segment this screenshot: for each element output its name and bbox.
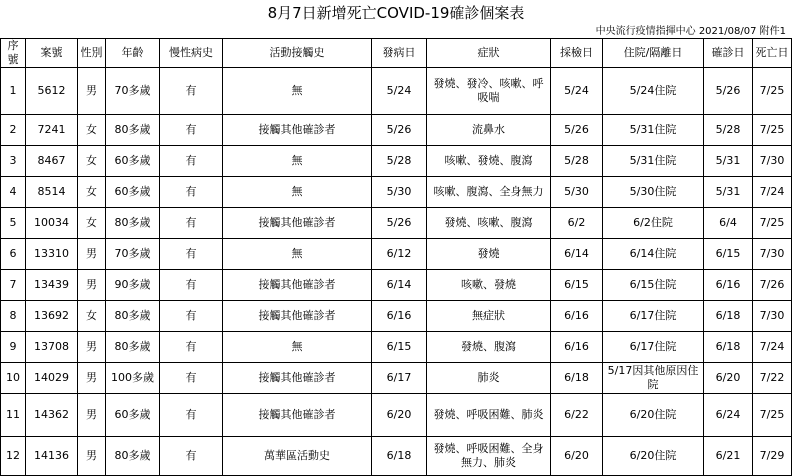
- cell-chronic: 有: [160, 115, 223, 146]
- cell-onset: 6/15: [372, 332, 427, 363]
- cell-chronic: 有: [160, 394, 223, 437]
- cell-chronic: 有: [160, 301, 223, 332]
- cell-death: 7/22: [753, 363, 792, 394]
- cell-case: 5612: [26, 68, 78, 115]
- cell-sample: 6/16: [551, 301, 603, 332]
- table-row: [1, 177, 792, 208]
- cell-symptoms: 流鼻水: [427, 115, 551, 146]
- cases-table: [0, 38, 792, 476]
- cell-symptoms: 發燒: [427, 239, 551, 270]
- cell-symptoms: 咳嗽、腹瀉、全身無力: [427, 177, 551, 208]
- cell-hospital: 6/20住院: [603, 394, 704, 437]
- cell-contact: 接觸其他確診者: [223, 363, 372, 394]
- cell-hospital: 5/31住院: [603, 115, 704, 146]
- cell-onset: 6/16: [372, 301, 427, 332]
- col-header-chronic: 慢性病史: [160, 39, 223, 68]
- cell-chronic: 有: [160, 146, 223, 177]
- cell-sex: 男: [78, 270, 106, 301]
- cell-sex: 女: [78, 115, 106, 146]
- cell-onset: 6/17: [372, 363, 427, 394]
- cell-age: 80多歲: [106, 115, 160, 146]
- cell-sample: 5/24: [551, 68, 603, 115]
- cell-age: 60多歲: [106, 177, 160, 208]
- cell-no: 12: [1, 437, 26, 476]
- cell-symptoms: 肺炎: [427, 363, 551, 394]
- cell-sex: 男: [78, 363, 106, 394]
- cell-sample: 5/26: [551, 115, 603, 146]
- col-header-sample: 採檢日: [551, 39, 603, 68]
- cell-no: 8: [1, 301, 26, 332]
- cell-contact: 接觸其他確診者: [223, 208, 372, 239]
- cell-onset: 6/14: [372, 270, 427, 301]
- cell-death: 7/29: [753, 437, 792, 476]
- cell-confirmed: 6/21: [704, 437, 753, 476]
- cell-contact: 無: [223, 332, 372, 363]
- cell-case: 14136: [26, 437, 78, 476]
- col-header-hospital: 住院/隔離日: [603, 39, 704, 68]
- cell-symptoms: 發燒、發冷、咳嗽、呼吸喘: [427, 68, 551, 115]
- cell-sample: 5/30: [551, 177, 603, 208]
- cell-no: 10: [1, 363, 26, 394]
- cell-symptoms: 咳嗽、發燒: [427, 270, 551, 301]
- cell-onset: 6/18: [372, 437, 427, 476]
- cell-hospital: 5/24住院: [603, 68, 704, 115]
- cell-symptoms: 發燒、腹瀉: [427, 332, 551, 363]
- cell-sex: 男: [78, 239, 106, 270]
- cell-no: 1: [1, 68, 26, 115]
- cell-death: 7/25: [753, 68, 792, 115]
- cell-death: 7/30: [753, 239, 792, 270]
- col-header-case: 案號: [26, 39, 78, 68]
- cell-hospital: 6/17住院: [603, 301, 704, 332]
- cell-hospital: 5/30住院: [603, 177, 704, 208]
- cell-death: 7/24: [753, 332, 792, 363]
- cell-no: 7: [1, 270, 26, 301]
- table-row: [1, 115, 792, 146]
- cell-hospital: 6/15住院: [603, 270, 704, 301]
- cell-case: 13310: [26, 239, 78, 270]
- cell-hospital: 5/31住院: [603, 146, 704, 177]
- cell-onset: 5/28: [372, 146, 427, 177]
- cell-confirmed: 6/20: [704, 363, 753, 394]
- cell-contact: 萬華區活動史: [223, 437, 372, 476]
- cell-sex: 男: [78, 394, 106, 437]
- table-row: [1, 332, 792, 363]
- cell-hospital: 6/20住院: [603, 437, 704, 476]
- cell-death: 7/25: [753, 208, 792, 239]
- col-header-onset: 發病日: [372, 39, 427, 68]
- col-header-symptoms: 症狀: [427, 39, 551, 68]
- cell-death: 7/30: [753, 301, 792, 332]
- cell-sample: 6/18: [551, 363, 603, 394]
- cell-confirmed: 5/28: [704, 115, 753, 146]
- cell-no: 6: [1, 239, 26, 270]
- cell-death: 7/30: [753, 146, 792, 177]
- cell-sample: 6/15: [551, 270, 603, 301]
- cell-onset: 6/20: [372, 394, 427, 437]
- cell-sex: 男: [78, 68, 106, 115]
- table-row: [1, 270, 792, 301]
- table-row: [1, 146, 792, 177]
- cell-confirmed: 5/31: [704, 146, 753, 177]
- cell-age: 90多歲: [106, 270, 160, 301]
- cell-age: 60多歲: [106, 146, 160, 177]
- cell-chronic: 有: [160, 208, 223, 239]
- cell-sex: 男: [78, 332, 106, 363]
- col-header-no: 序號: [1, 39, 26, 68]
- cell-contact: 接觸其他確診者: [223, 270, 372, 301]
- table-header-row: [1, 39, 792, 68]
- cell-sample: 6/20: [551, 437, 603, 476]
- table-row: [1, 68, 792, 115]
- cell-case: 13692: [26, 301, 78, 332]
- table-row: [1, 301, 792, 332]
- cell-sample: 5/28: [551, 146, 603, 177]
- cell-confirmed: 6/15: [704, 239, 753, 270]
- cell-confirmed: 6/24: [704, 394, 753, 437]
- cell-death: 7/25: [753, 115, 792, 146]
- cell-confirmed: 6/18: [704, 301, 753, 332]
- cell-case: 13708: [26, 332, 78, 363]
- cell-onset: 5/26: [372, 208, 427, 239]
- table-row: [1, 239, 792, 270]
- cell-sex: 女: [78, 208, 106, 239]
- cell-contact: 接觸其他確診者: [223, 301, 372, 332]
- cell-chronic: 有: [160, 437, 223, 476]
- cell-symptoms: 咳嗽、發燒、腹瀉: [427, 146, 551, 177]
- cell-sample: 6/14: [551, 239, 603, 270]
- cell-onset: 6/12: [372, 239, 427, 270]
- cell-hospital: 6/17住院: [603, 332, 704, 363]
- col-header-age: 年齡: [106, 39, 160, 68]
- cell-case: 8514: [26, 177, 78, 208]
- cell-symptoms: 發燒、呼吸困難、肺炎: [427, 394, 551, 437]
- cell-chronic: 有: [160, 239, 223, 270]
- cell-sample: 6/22: [551, 394, 603, 437]
- cell-no: 3: [1, 146, 26, 177]
- cell-hospital: 6/2住院: [603, 208, 704, 239]
- col-header-death: 死亡日: [753, 39, 792, 68]
- cell-case: 10034: [26, 208, 78, 239]
- cell-no: 4: [1, 177, 26, 208]
- table-row: [1, 394, 792, 437]
- cell-sex: 女: [78, 301, 106, 332]
- cell-symptoms: 發燒、呼吸困難、全身無力、肺炎: [427, 437, 551, 476]
- source-note: 中央流行疫情指揮中心 2021/08/07 附件1: [595, 26, 786, 37]
- cell-age: 70多歲: [106, 239, 160, 270]
- cell-confirmed: 6/16: [704, 270, 753, 301]
- cell-chronic: 有: [160, 363, 223, 394]
- cell-symptoms: 發燒、咳嗽、腹瀉: [427, 208, 551, 239]
- cell-symptoms: 無症狀: [427, 301, 551, 332]
- cell-contact: 無: [223, 239, 372, 270]
- cell-chronic: 有: [160, 332, 223, 363]
- cell-onset: 5/24: [372, 68, 427, 115]
- cell-case: 14029: [26, 363, 78, 394]
- cell-age: 80多歲: [106, 208, 160, 239]
- cell-age: 70多歲: [106, 68, 160, 115]
- cell-case: 13439: [26, 270, 78, 301]
- cell-chronic: 有: [160, 177, 223, 208]
- cell-onset: 5/26: [372, 115, 427, 146]
- cell-chronic: 有: [160, 270, 223, 301]
- cell-contact: 無: [223, 177, 372, 208]
- table-row: [1, 437, 792, 476]
- table-row: [1, 363, 792, 394]
- cell-confirmed: 5/31: [704, 177, 753, 208]
- cell-onset: 5/30: [372, 177, 427, 208]
- cell-sex: 女: [78, 177, 106, 208]
- cell-death: 7/25: [753, 394, 792, 437]
- cell-confirmed: 6/4: [704, 208, 753, 239]
- cell-sample: 6/16: [551, 332, 603, 363]
- cell-contact: 無: [223, 146, 372, 177]
- cell-no: 11: [1, 394, 26, 437]
- cell-no: 9: [1, 332, 26, 363]
- cell-contact: 接觸其他確診者: [223, 115, 372, 146]
- cell-case: 7241: [26, 115, 78, 146]
- table-row: [1, 208, 792, 239]
- cell-no: 5: [1, 208, 26, 239]
- cell-case: 14362: [26, 394, 78, 437]
- col-header-confirmed: 確診日: [704, 39, 753, 68]
- cell-age: 60多歲: [106, 394, 160, 437]
- cell-sample: 6/2: [551, 208, 603, 239]
- cell-confirmed: 6/18: [704, 332, 753, 363]
- col-header-sex: 性別: [78, 39, 106, 68]
- cell-chronic: 有: [160, 68, 223, 115]
- cell-no: 2: [1, 115, 26, 146]
- cell-hospital: 5/17因其他原因住院: [603, 363, 704, 394]
- cell-sex: 男: [78, 437, 106, 476]
- cell-sex: 女: [78, 146, 106, 177]
- cell-case: 8467: [26, 146, 78, 177]
- cell-age: 80多歲: [106, 332, 160, 363]
- cell-contact: 無: [223, 68, 372, 115]
- page-title: 8月7日新增死亡COVID-19確診個案表: [267, 4, 525, 22]
- cell-age: 80多歲: [106, 437, 160, 476]
- cell-death: 7/26: [753, 270, 792, 301]
- cell-age: 100多歲: [106, 363, 160, 394]
- col-header-contact: 活動接觸史: [223, 39, 372, 68]
- cell-confirmed: 5/26: [704, 68, 753, 115]
- cell-hospital: 6/14住院: [603, 239, 704, 270]
- cell-contact: 接觸其他確診者: [223, 394, 372, 437]
- cell-death: 7/24: [753, 177, 792, 208]
- cell-age: 80多歲: [106, 301, 160, 332]
